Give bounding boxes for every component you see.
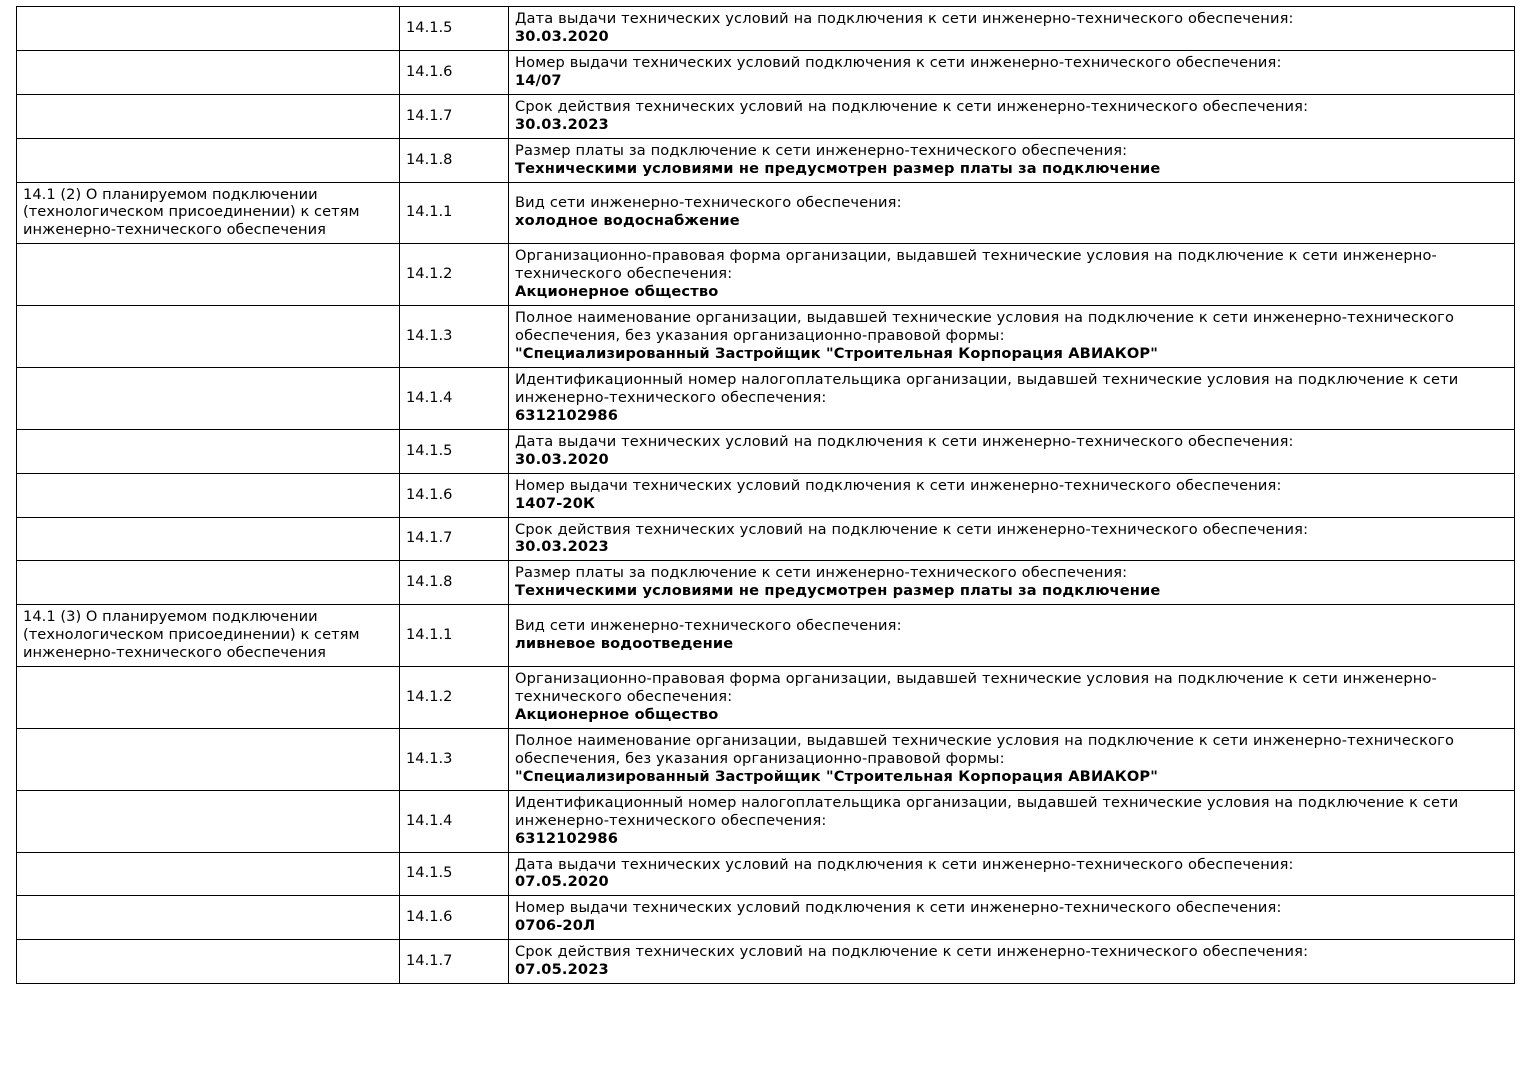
row-code: 14.1.3 bbox=[400, 728, 509, 790]
row-value: Акционерное общество bbox=[515, 705, 719, 723]
section-title-cell bbox=[17, 896, 400, 940]
row-code: 14.1.6 bbox=[400, 473, 509, 517]
section-title-cell bbox=[17, 7, 400, 51]
row-value: 30.03.2020 bbox=[515, 450, 609, 468]
row-value: "Специализированный Застройщик "Строительная Корпорация АВИАКОР" bbox=[515, 767, 1158, 785]
table-row bbox=[17, 896, 1515, 940]
section-title-cell bbox=[17, 667, 400, 729]
row-label: Срок действия технических условий на подключение к сети инженерно-технического обеспечения: bbox=[515, 943, 1309, 961]
row-code: 14.1.2 bbox=[400, 244, 509, 306]
section-title-cell: 14.1 (3) О планируемом подключении (технологическом присоединении) к сетям инженерно-технического обеспечения bbox=[17, 605, 400, 667]
section-title-cell bbox=[17, 728, 400, 790]
row-label: Вид сети инженерно-технического обеспечения: bbox=[515, 617, 902, 635]
row-label: Номер выдачи технических условий подключения к сети инженерно-технического обеспечения: bbox=[515, 476, 1282, 494]
row-code: 14.1.6 bbox=[400, 50, 509, 94]
row-value-cell bbox=[509, 138, 1515, 182]
row-value: 6312102986 bbox=[515, 406, 619, 424]
row-code: 14.1.5 bbox=[400, 429, 509, 473]
disclosure-table bbox=[16, 6, 1515, 984]
table-row bbox=[17, 940, 1515, 984]
row-value: 30.03.2020 bbox=[515, 27, 609, 45]
row-value-cell bbox=[509, 667, 1515, 729]
table-row bbox=[17, 852, 1515, 896]
row-label: Вид сети инженерно-технического обеспечения: bbox=[515, 194, 902, 212]
section-title-cell bbox=[17, 940, 400, 984]
row-label: Дата выдачи технических условий на подключения к сети инженерно-технического обеспечения: bbox=[515, 10, 1294, 27]
table-row bbox=[17, 728, 1515, 790]
section-title-cell bbox=[17, 244, 400, 306]
row-value: 30.03.2023 bbox=[515, 115, 609, 133]
row-value-cell bbox=[509, 728, 1515, 790]
row-value-cell bbox=[509, 182, 1515, 244]
row-value: 14/07 bbox=[515, 71, 562, 89]
section-title-cell bbox=[17, 138, 400, 182]
row-label: Срок действия технических условий на подключение к сети инженерно-технического обеспечения: bbox=[515, 97, 1309, 115]
row-label: Размер платы за подключение к сети инженерно-технического обеспечения: bbox=[515, 564, 1128, 582]
table-row bbox=[17, 244, 1515, 306]
row-label: Организационно-правовая форма организации, выдавшей технические условия на подключение к сети инженерно-технического обеспечения: bbox=[515, 247, 1437, 283]
row-value: 0706-20Л bbox=[515, 917, 596, 935]
row-label: Дата выдачи технических условий на подключения к сети инженерно-технического обеспечения: bbox=[515, 855, 1294, 873]
row-value-cell bbox=[509, 605, 1515, 667]
row-value: 07.05.2020 bbox=[515, 873, 609, 891]
table-row bbox=[17, 7, 1515, 51]
section-title-cell bbox=[17, 94, 400, 138]
table-row bbox=[17, 517, 1515, 561]
table-row bbox=[17, 561, 1515, 605]
row-value-cell bbox=[509, 7, 1515, 51]
table-row bbox=[17, 429, 1515, 473]
section-title-cell bbox=[17, 790, 400, 852]
row-value: 30.03.2023 bbox=[515, 538, 609, 556]
table-body bbox=[17, 7, 1515, 984]
table-row bbox=[17, 138, 1515, 182]
table-row bbox=[17, 94, 1515, 138]
row-label: Идентификационный номер налогоплательщика организации, выдавшей технические условия на подключение к сети инженерно-технического обеспечения: bbox=[515, 370, 1459, 406]
row-label: Номер выдачи технических условий подключения к сети инженерно-технического обеспечения: bbox=[515, 53, 1282, 71]
row-value-cell bbox=[509, 852, 1515, 896]
row-code: 14.1.6 bbox=[400, 896, 509, 940]
section-title-cell bbox=[17, 367, 400, 429]
row-value: 6312102986 bbox=[515, 829, 619, 847]
row-label: Срок действия технических условий на подключение к сети инженерно-технического обеспечения: bbox=[515, 520, 1309, 538]
row-code: 14.1.5 bbox=[400, 852, 509, 896]
row-value-cell bbox=[509, 517, 1515, 561]
table-row bbox=[17, 605, 1515, 667]
row-value-cell bbox=[509, 244, 1515, 306]
row-value: холодное водоснабжение bbox=[515, 212, 740, 230]
row-code: 14.1.8 bbox=[400, 138, 509, 182]
row-value-cell bbox=[509, 473, 1515, 517]
row-label: Организационно-правовая форма организации, выдавшей технические условия на подключение к сети инженерно-технического обеспечения: bbox=[515, 670, 1437, 705]
row-code: 14.1.7 bbox=[400, 94, 509, 138]
table-row bbox=[17, 790, 1515, 852]
row-value-cell bbox=[509, 306, 1515, 368]
row-label: Размер платы за подключение к сети инженерно-технического обеспечения: bbox=[515, 141, 1128, 159]
row-code: 14.1.7 bbox=[400, 940, 509, 984]
row-value: Акционерное общество bbox=[515, 283, 719, 301]
section-title-cell bbox=[17, 517, 400, 561]
row-value: "Специализированный Застройщик "Строительная Корпорация АВИАКОР" bbox=[515, 345, 1158, 362]
row-value: 07.05.2023 bbox=[515, 961, 609, 979]
table-row bbox=[17, 50, 1515, 94]
row-value-cell bbox=[509, 367, 1515, 429]
row-value: Техническими условиями не предусмотрен размер платы за подключение bbox=[515, 159, 1161, 177]
table-row bbox=[17, 306, 1515, 368]
row-code: 14.1.4 bbox=[400, 790, 509, 852]
row-code: 14.1.1 bbox=[400, 182, 509, 244]
row-label: Полное наименование организации, выдавшей технические условия на подключение к сети инженерно-технического обеспечения, без указания организационно-правовой формы: bbox=[515, 731, 1455, 767]
row-value-cell bbox=[509, 429, 1515, 473]
section-title-cell bbox=[17, 473, 400, 517]
row-value-cell bbox=[509, 940, 1515, 984]
section-title-cell: 14.1 (2) О планируемом подключении (технологическом присоединении) к сетям инженерно-технического обеспечения bbox=[17, 182, 400, 244]
table-row bbox=[17, 667, 1515, 729]
row-value-cell bbox=[509, 896, 1515, 940]
section-title-cell bbox=[17, 561, 400, 605]
row-value-cell bbox=[509, 561, 1515, 605]
row-label: Дата выдачи технических условий на подключения к сети инженерно-технического обеспечения: bbox=[515, 432, 1294, 450]
section-title-cell bbox=[17, 429, 400, 473]
row-code: 14.1.8 bbox=[400, 561, 509, 605]
table-row bbox=[17, 473, 1515, 517]
table-row bbox=[17, 182, 1515, 244]
row-label: Идентификационный номер налогоплательщика организации, выдавшей технические условия на подключение к сети инженерно-технического обеспечения: bbox=[515, 793, 1459, 829]
section-title-cell bbox=[17, 306, 400, 368]
row-code: 14.1.1 bbox=[400, 605, 509, 667]
row-value-cell bbox=[509, 790, 1515, 852]
row-code: 14.1.5 bbox=[400, 7, 509, 51]
row-code: 14.1.3 bbox=[400, 306, 509, 368]
row-value-cell bbox=[509, 94, 1515, 138]
section-title-cell bbox=[17, 852, 400, 896]
row-code: 14.1.2 bbox=[400, 667, 509, 729]
row-value: Техническими условиями не предусмотрен размер платы за подключение bbox=[515, 582, 1161, 600]
row-value-cell bbox=[509, 50, 1515, 94]
row-value: 1407-20К bbox=[515, 494, 596, 512]
row-label: Полное наименование организации, выдавшей технические условия на подключение к сети инженерно-технического обеспечения, без указания организационно-правовой формы: bbox=[515, 309, 1455, 345]
row-code: 14.1.4 bbox=[400, 367, 509, 429]
row-code: 14.1.7 bbox=[400, 517, 509, 561]
row-label: Номер выдачи технических условий подключения к сети инженерно-технического обеспечения: bbox=[515, 899, 1282, 917]
section-title-cell bbox=[17, 50, 400, 94]
row-value: ливневое водоотведение bbox=[515, 635, 734, 653]
table-row bbox=[17, 367, 1515, 429]
